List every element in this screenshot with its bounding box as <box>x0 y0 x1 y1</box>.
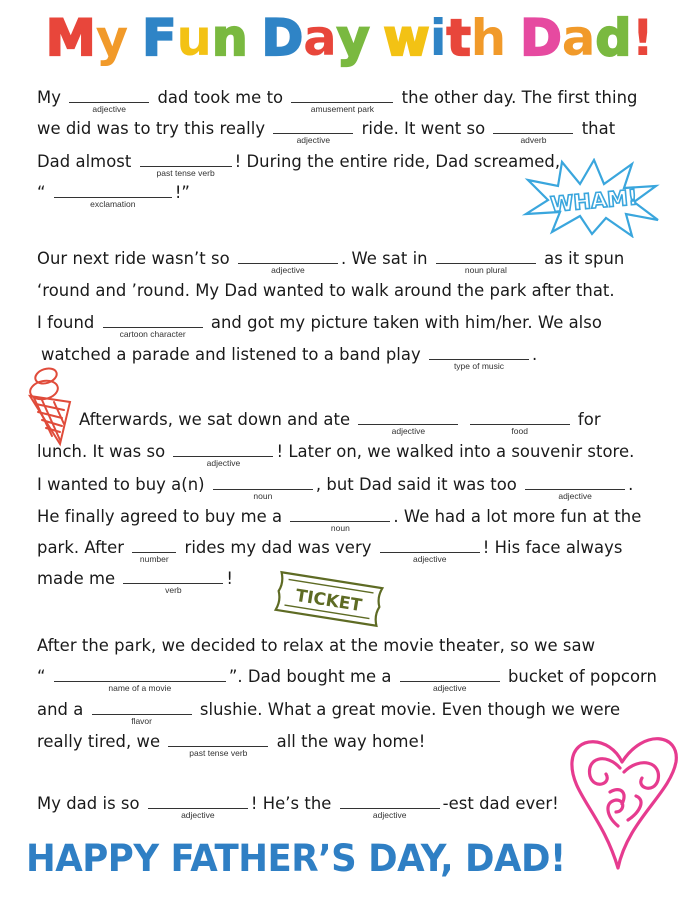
fill-in-blank[interactable] <box>380 538 480 564</box>
story-text: -est dad ever! <box>442 794 559 813</box>
blank-hint-label: adjective <box>558 491 592 501</box>
title-letter: h <box>470 9 507 67</box>
story-line <box>37 442 635 468</box>
story-line <box>37 636 595 656</box>
fill-in-blank[interactable] <box>525 475 625 501</box>
title-word <box>383 8 506 68</box>
title-letter: M <box>45 9 96 67</box>
story-text: bucket of popcorn <box>502 667 657 686</box>
story-text: I found <box>37 313 100 332</box>
title-word <box>520 8 654 68</box>
title-letter: D <box>261 9 304 67</box>
blank-hint-label: type of music <box>453 361 505 371</box>
story-line <box>37 313 602 339</box>
story-line <box>41 345 538 371</box>
story-text: watched a parade and listened to a band play <box>41 345 426 364</box>
fill-in-blank[interactable] <box>54 183 172 209</box>
blank-hint-label: adjective <box>432 683 467 693</box>
fill-in-blank[interactable] <box>358 410 458 436</box>
fill-in-blank[interactable] <box>213 475 313 501</box>
story-line <box>37 475 634 501</box>
story-text: slushie. What a great movie. Even though we were <box>194 700 621 719</box>
wham-burst-icon <box>522 158 662 238</box>
story-text: and got my picture taken with him/her. We also <box>205 313 602 332</box>
story-text: My dad is so <box>37 794 145 813</box>
blank-hint-label: adjective <box>181 810 215 820</box>
story-text: as it spun <box>538 249 625 268</box>
title-letter: w <box>383 9 430 67</box>
blank-hint-label: food <box>511 426 528 436</box>
story-line <box>37 667 657 693</box>
story-line <box>79 410 601 436</box>
story-line <box>37 569 233 595</box>
blank-hint-label: exclamation <box>90 199 136 209</box>
blank-hint-label: verb <box>165 585 182 595</box>
fill-in-blank[interactable] <box>173 442 273 468</box>
story-line <box>37 183 190 209</box>
blank-hint-label: adverb <box>520 135 547 145</box>
fill-in-blank[interactable] <box>92 700 192 726</box>
wham-text: WHAM! <box>549 185 639 217</box>
fill-in-blank[interactable] <box>291 88 393 114</box>
story-text: lunch. It was so <box>37 442 171 461</box>
happy-fathers-day-banner: HAPPY FATHER’S DAY, DAD! <box>26 837 566 880</box>
story-text: “ <box>37 667 51 686</box>
story-text: , but Dad said it was too <box>315 475 523 494</box>
blank-hint-label: amusement park <box>310 104 375 114</box>
title-letter: n <box>211 9 248 67</box>
story-text: dad took me to <box>152 88 289 107</box>
story-line <box>37 507 642 533</box>
story-text: really tired, we <box>37 732 166 751</box>
story-text: Our next ride wasn’t so <box>37 249 235 268</box>
fill-in-blank[interactable] <box>123 569 223 595</box>
blank-hint-label: adjective <box>296 135 331 145</box>
fill-in-blank[interactable] <box>238 249 338 275</box>
blank-hint-label: adjective <box>206 458 241 468</box>
fill-in-blank[interactable] <box>54 667 226 693</box>
story-text: I wanted to buy a(n) <box>37 475 210 494</box>
story-text: the other day. The first thing <box>396 88 638 107</box>
story-text <box>461 410 466 429</box>
page-title <box>0 8 700 68</box>
story-text: ride. It went so <box>356 119 491 138</box>
story-line <box>37 732 426 758</box>
story-text: . <box>628 475 634 494</box>
story-line <box>37 700 621 726</box>
title-letter: d <box>595 9 632 67</box>
title-word <box>262 8 370 68</box>
story-text: we did was to try this really <box>37 119 271 138</box>
story-text: . We sat in <box>340 249 433 268</box>
story-text: He finally agreed to buy me a <box>37 507 288 526</box>
title-word <box>46 8 128 68</box>
fill-in-blank[interactable] <box>148 794 248 820</box>
fill-in-blank[interactable] <box>69 88 149 114</box>
blank-hint-label: adjective <box>372 810 407 820</box>
story-text: Dad almost <box>37 152 137 171</box>
story-text: After the park, we decided to relax at the movie theater, so we saw <box>37 636 596 655</box>
ice-cream-cone-icon <box>20 366 78 448</box>
story-line <box>37 794 559 820</box>
blank-hint-label: adjective <box>271 265 305 275</box>
story-text: for <box>572 410 601 429</box>
fill-in-blank[interactable] <box>429 345 529 371</box>
blank-hint-label: adjective <box>92 104 126 114</box>
story-text: !” <box>174 183 190 202</box>
blank-hint-label: adjective <box>391 426 426 436</box>
story-text: ‘round and ’round. My Dad wanted to walk around the park after that. <box>37 281 615 300</box>
title-letter: y <box>336 9 370 67</box>
story-line <box>37 281 615 301</box>
story-text: ! His face always <box>482 538 623 557</box>
story-text: ! During the entire ride, Dad screamed, <box>234 152 561 171</box>
story-text: Afterwards, we sat down and ate <box>79 410 356 429</box>
title-letter: D <box>520 9 562 67</box>
fill-in-blank[interactable] <box>340 794 440 820</box>
fill-in-blank[interactable] <box>140 152 232 178</box>
blank-hint-label: adjective <box>412 554 447 564</box>
blank-hint-label: flavor <box>131 716 152 726</box>
blank-hint-label: number <box>139 554 169 564</box>
story-text: all the way home! <box>271 732 426 751</box>
title-letter: u <box>176 9 212 67</box>
fill-in-blank[interactable] <box>132 538 176 564</box>
fill-in-blank[interactable] <box>290 507 390 533</box>
title-letter: t <box>446 9 471 67</box>
story-text: ! <box>226 569 233 588</box>
blank-hint-label: noun plural <box>464 265 507 275</box>
story-text: . <box>531 345 538 364</box>
story-text: rides my dad was very <box>179 538 377 557</box>
story-text: ! He’s the <box>250 794 337 813</box>
story-line <box>37 119 616 145</box>
story-text: ! Later on, we walked into a souvenir store. <box>276 442 635 461</box>
ticket-text: TICKET <box>294 585 364 617</box>
story-text: made me <box>37 569 121 588</box>
fill-in-blank[interactable] <box>400 667 500 693</box>
fill-in-blank[interactable] <box>103 313 203 339</box>
fill-in-blank[interactable] <box>273 119 353 145</box>
story-line <box>37 88 638 114</box>
story-text: “ <box>37 183 51 202</box>
blank-hint-label: past tense verb <box>156 168 215 178</box>
fill-in-blank[interactable] <box>470 410 570 436</box>
title-letter: a <box>303 9 337 67</box>
blank-hint-label: cartoon character <box>119 329 186 339</box>
fill-in-blank[interactable] <box>168 732 268 758</box>
story-text: . We had a lot more fun at the <box>393 507 642 526</box>
title-letter: i <box>429 9 447 67</box>
story-text: ”. Dad bought me a <box>228 667 397 686</box>
blank-hint-label: noun <box>253 491 273 501</box>
title-letter: ! <box>631 9 655 67</box>
blank-hint-label: past tense verb <box>189 748 248 758</box>
blank-hint-label: name of a movie <box>108 683 172 693</box>
story-text: and a <box>37 700 89 719</box>
title-word <box>142 8 247 68</box>
title-letter: a <box>561 9 596 67</box>
fill-in-blank[interactable] <box>493 119 573 145</box>
story-line <box>37 538 623 564</box>
blank-hint-label: noun <box>330 523 350 533</box>
ticket-icon <box>268 568 390 630</box>
story-text: park. After <box>37 538 130 557</box>
story-text: that <box>576 119 616 138</box>
title-letter: y <box>95 9 129 67</box>
story-line <box>37 152 561 178</box>
story-line <box>37 249 625 275</box>
title-letter: F <box>142 9 177 67</box>
fill-in-blank[interactable] <box>436 249 536 275</box>
story-text: My <box>37 88 67 107</box>
